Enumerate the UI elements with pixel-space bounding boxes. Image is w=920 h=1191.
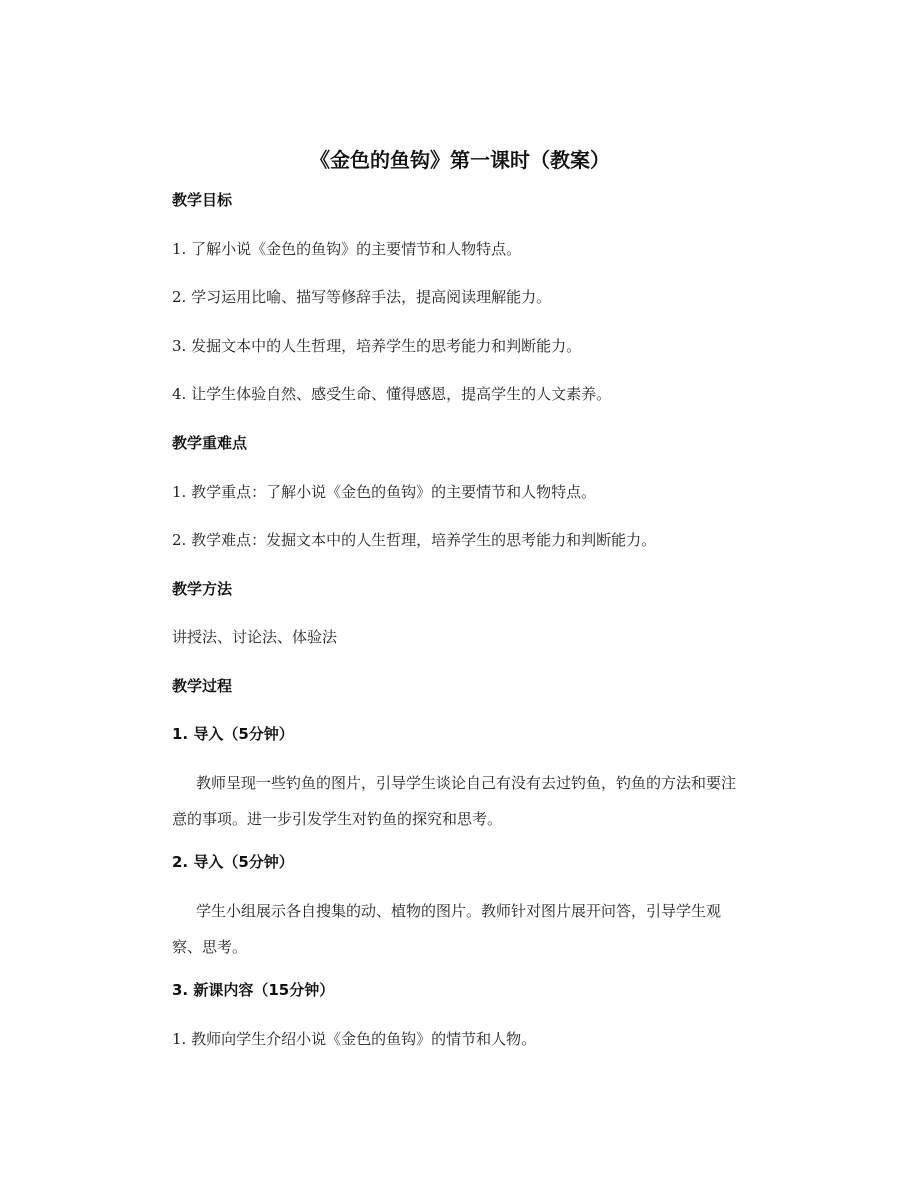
process-step-3-item-1: 1. 教师向学生介绍小说《金色的鱼钩》的情节和人物。 (172, 1030, 537, 1048)
section-heading-objectives: 教学目标 (172, 191, 233, 209)
process-step-2-body: 学生小组展示各自搜集的动、植物的图片。教师针对图片展开问答，引导学生观察、思考。 (172, 902, 722, 956)
section-heading-process: 教学过程 (172, 677, 233, 695)
methods-text: 讲授法、讨论法、体验法 (172, 628, 338, 646)
process-step-2-heading: 2. 导入（5分钟） (172, 853, 294, 871)
objective-item-1: 1. 了解小说《金色的鱼钩》的主要情节和人物特点。 (172, 240, 522, 258)
document-title: 《金色的鱼钩》第一课时（教案） (310, 148, 610, 172)
process-step-1-body: 教师呈现一些钓鱼的图片，引导学生谈论自己有没有去过钓鱼，钓鱼的方法和要注意的事项。进一步引发学生对钓鱼的探究和思考。 (172, 774, 737, 828)
objective-item-2: 2. 学习运用比喻、描写等修辞手法，提高阅读理解能力。 (172, 288, 552, 306)
objective-item-3: 3. 发掘文本中的人生哲理，培养学生的思考能力和判断能力。 (172, 337, 582, 355)
key-point-item-2: 2. 教学难点：发掘文本中的人生哲理，培养学生的思考能力和判断能力。 (172, 531, 657, 549)
process-step-3-heading: 3. 新课内容（15分钟） (172, 981, 335, 999)
objective-item-4: 4. 让学生体验自然、感受生命、懂得感恩，提高学生的人文素养。 (172, 385, 612, 403)
process-step-1-heading: 1. 导入（5分钟） (172, 725, 294, 743)
key-point-item-1: 1. 教学重点：了解小说《金色的鱼钩》的主要情节和人物特点。 (172, 483, 597, 501)
section-heading-methods: 教学方法 (172, 580, 233, 598)
section-heading-key-points: 教学重难点 (172, 434, 248, 452)
